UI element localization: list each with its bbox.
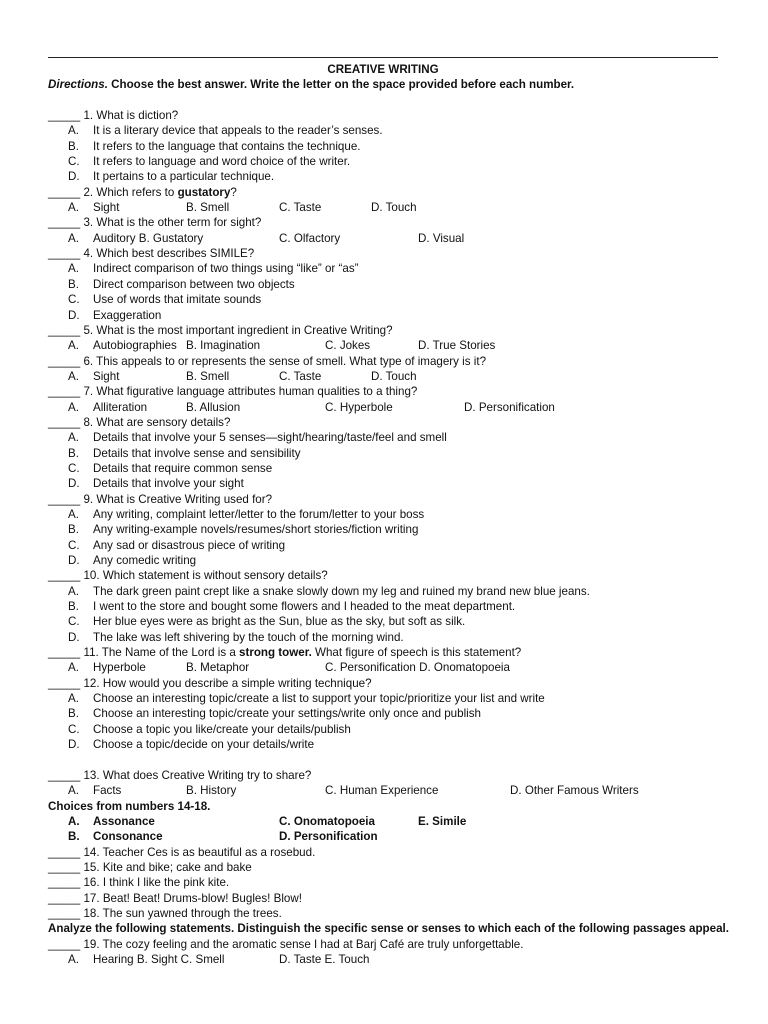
option-d: D. Other Famous Writers	[510, 784, 639, 798]
option-text: Details that involve your 5 senses—sight/hearing/taste/feel and smell	[93, 431, 447, 445]
question-13	[48, 768, 728, 783]
question-19	[48, 937, 728, 952]
option-text: Choose a topic/decide on your details/write	[93, 738, 315, 752]
option-b: B. History	[186, 784, 237, 798]
option-letter: D.	[68, 308, 80, 322]
answer-blank: _____	[48, 768, 81, 782]
option-c: C. Taste	[279, 201, 322, 215]
option-row	[48, 952, 728, 967]
option-letter: A.	[68, 201, 79, 215]
option-c: C. Taste	[279, 369, 322, 383]
option-d: D. Touch	[371, 201, 417, 215]
question-stem: 1. What is diction?	[83, 109, 179, 123]
option-text: Hearing B. Sight C. Smell	[93, 952, 225, 966]
spacer	[48, 93, 728, 108]
question-stem: 11. The Name of the Lord is a	[83, 646, 240, 660]
option-letter: D.	[68, 554, 80, 567]
option-letter: D.	[68, 630, 80, 644]
option-line	[48, 691, 728, 706]
option-d: D. Personification	[464, 400, 555, 414]
question-17	[48, 891, 728, 906]
answer-blank: _____	[48, 109, 81, 123]
question-1	[48, 108, 728, 123]
choice-c: C. Onomatopoeia	[279, 814, 375, 828]
option-letter: A.	[68, 661, 79, 675]
option-text: It pertains to a particular technique.	[93, 170, 275, 184]
answer-blank: _____	[48, 185, 81, 199]
option-letter: B.	[68, 277, 79, 291]
answer-blank: _____	[48, 323, 81, 337]
option-text: Choose an interesting topic/create your settings/write only once and publish	[93, 707, 481, 721]
option-b: B. Imagination	[186, 339, 261, 353]
option-line	[48, 277, 728, 292]
option-row	[48, 783, 728, 798]
option-line	[48, 292, 728, 307]
answer-blank: _____	[48, 247, 81, 261]
answer-blank: _____	[48, 906, 81, 920]
option-line	[48, 614, 728, 629]
option-letter: A.	[68, 507, 79, 521]
directions-label: Directions.	[48, 78, 108, 92]
question-6	[48, 354, 728, 369]
option-letter: A.	[68, 262, 79, 276]
option-line	[48, 476, 728, 491]
option-text: Details that involve your sight	[93, 477, 244, 491]
answer-blank: _____	[48, 569, 81, 583]
question-5	[48, 323, 728, 338]
option-d-e: D. Taste E. Touch	[279, 952, 370, 966]
option-text: Direct comparison between two objects	[93, 277, 295, 291]
option-text: Alliteration	[93, 400, 148, 414]
option-text: Use of words that imitate sounds	[93, 293, 262, 307]
option-line	[48, 737, 728, 752]
question-3	[48, 215, 728, 230]
question-11	[48, 645, 728, 660]
choices-header: Choices from numbers 14-18.	[48, 799, 211, 813]
option-letter: A.	[68, 231, 79, 245]
answer-blank: _____	[48, 891, 81, 905]
answer-blank: _____	[48, 676, 81, 690]
option-line	[48, 507, 728, 522]
option-text: Details that require common sense	[93, 461, 273, 475]
option-line	[48, 599, 728, 614]
option-line	[48, 308, 728, 323]
option-text: It is a literary device that appeals to the reader’s senses.	[93, 124, 383, 138]
question-4	[48, 246, 728, 261]
option-text: It refers to the language that contains the technique.	[93, 139, 361, 153]
choice-text: Consonance	[93, 830, 163, 844]
option-row	[48, 338, 728, 353]
option-row	[48, 231, 728, 246]
choice-letter: A.	[68, 814, 80, 828]
option-row	[48, 400, 728, 415]
option-row	[48, 200, 728, 215]
option-letter: C.	[68, 722, 80, 736]
option-letter: A.	[68, 124, 79, 138]
question-stem: 3. What is the other term for sight?	[83, 216, 262, 230]
choice-e: E. Simile	[418, 814, 467, 828]
directions	[48, 77, 728, 92]
option-c: C. Olfactory	[279, 231, 341, 245]
question-stem: 4. Which best describes SIMILE?	[83, 247, 255, 261]
question-stem: 14. Teacher Ces is as beautiful as a rosebud.	[83, 845, 316, 859]
option-line	[48, 630, 728, 645]
option-text: Choose an interesting topic/create a list to support your topic/prioritize your list and write	[93, 692, 545, 706]
question-stem: 19. The cozy feeling and the aromatic sense I had at Barj Café are truly unforgettable.	[83, 937, 524, 951]
question-stem-end: What figure of speech is this statement?	[311, 646, 522, 660]
option-letter: B.	[68, 600, 79, 614]
answer-blank: _____	[48, 385, 81, 399]
option-d: D. Touch	[371, 369, 417, 383]
option-letter: C.	[68, 538, 80, 552]
choice-letter: B.	[68, 830, 80, 844]
option-text: Hyperbole	[93, 661, 146, 675]
option-text: The dark green paint crept like a snake slowly down my leg and ruined my brand new blue jeans.	[93, 584, 590, 598]
option-letter: A.	[68, 369, 79, 383]
emphasized-term: gustatory	[177, 185, 231, 199]
top-rule	[48, 57, 718, 58]
option-line	[48, 446, 728, 461]
option-letter: B.	[68, 139, 79, 153]
question-stem: 8. What are sensory details?	[83, 415, 231, 429]
question-stem: 5. What is the most important ingredient in Creative Writing?	[83, 323, 393, 337]
option-line	[48, 154, 728, 169]
question-stem: 10. Which statement is without sensory details?	[83, 569, 328, 583]
option-row	[48, 369, 728, 384]
option-line	[48, 430, 728, 445]
option-letter: B.	[68, 523, 79, 537]
option-text: Auditory B. Gustatory	[93, 231, 204, 245]
option-c-d: C. Personification D. Onomatopoeia	[325, 661, 510, 675]
option-line	[48, 553, 728, 568]
option-line	[48, 538, 728, 553]
question-15	[48, 860, 728, 875]
option-text: I went to the store and bought some flowers and I headed to the meat department.	[93, 600, 516, 614]
question-stem: 6. This appeals to or represents the sense of smell. What type of imagery is it?	[83, 354, 487, 368]
question-16	[48, 875, 728, 890]
option-text: Her blue eyes were as bright as the Sun, blue as the sky, but soft as silk.	[93, 615, 466, 629]
answer-blank: _____	[48, 937, 81, 951]
option-text: Details that involve sense and sensibility	[93, 446, 301, 460]
emphasized-term: strong tower.	[239, 646, 312, 660]
choices-row-2	[48, 829, 728, 844]
option-b: B. Smell	[186, 201, 230, 215]
option-line	[48, 722, 728, 737]
worksheet-content	[48, 62, 728, 967]
question-stem: 16. I think I like the pink kite.	[83, 876, 230, 890]
option-line	[48, 461, 728, 476]
question-10	[48, 568, 728, 583]
option-letter: C.	[68, 615, 80, 629]
worksheet-title: CREATIVE WRITING	[327, 63, 439, 76]
option-letter: A.	[68, 339, 79, 353]
option-text: Any sad or disastrous piece of writing	[93, 538, 286, 552]
option-letter: C.	[68, 461, 80, 475]
question-2	[48, 185, 728, 200]
question-stem: 12. How would you describe a simple writing technique?	[83, 676, 372, 690]
question-stem: 17. Beat! Beat! Drums-blow! Bugles! Blow!	[83, 891, 302, 905]
option-text: Facts	[93, 784, 122, 798]
choices-row-1	[48, 814, 728, 829]
question-7	[48, 384, 728, 399]
option-line	[48, 706, 728, 721]
option-letter: A.	[68, 400, 79, 414]
option-c: C. Hyperbole	[325, 400, 393, 414]
option-b: B. Smell	[186, 369, 230, 383]
option-text: The lake was left shivering by the touch of the morning wind.	[93, 630, 404, 644]
option-line	[48, 123, 728, 138]
option-letter: C.	[68, 293, 80, 307]
question-8	[48, 415, 728, 430]
option-line	[48, 169, 728, 184]
question-stem: 9. What is Creative Writing used for?	[83, 492, 273, 506]
answer-blank: _____	[48, 492, 81, 506]
option-b: B. Metaphor	[186, 661, 250, 675]
option-c: C. Jokes	[325, 339, 371, 353]
answer-blank: _____	[48, 845, 81, 859]
answer-blank: _____	[48, 415, 81, 429]
option-text: Any writing-example novels/resumes/short stories/fiction writing	[93, 523, 419, 537]
option-text: Exaggeration	[93, 308, 162, 322]
question-14	[48, 845, 728, 860]
answer-blank: _____	[48, 876, 81, 890]
option-text: Indirect comparison of two things using “like” or “as”	[93, 262, 359, 276]
option-text: Any writing, complaint letter/letter to the forum/letter to your boss	[93, 507, 425, 521]
option-text: Choose a topic you like/create your details/publish	[93, 722, 351, 736]
answer-blank: _____	[48, 216, 81, 230]
option-text: Any comedic writing	[93, 554, 197, 567]
option-text: Autobiographies	[93, 339, 177, 353]
option-b: B. Allusion	[186, 400, 241, 414]
analyze-header: Analyze the following statements. Distinguish the specific sense or senses to which each of the following passages appeal.	[48, 922, 729, 936]
option-line	[48, 261, 728, 276]
choice-text: Assonance	[93, 814, 155, 828]
question-stem: 2. Which refers to	[83, 185, 178, 199]
option-letter: B.	[68, 707, 79, 721]
option-text: It refers to language and word choice of the writer.	[93, 155, 351, 169]
option-letter: A.	[68, 952, 79, 966]
question-stem: 15. Kite and bike; cake and bake	[83, 860, 252, 874]
answer-blank: _____	[48, 646, 81, 660]
option-letter: D.	[68, 477, 80, 491]
option-d: D. True Stories	[418, 339, 496, 353]
option-line	[48, 584, 728, 599]
option-letter: C.	[68, 155, 80, 169]
option-letter: A.	[68, 692, 79, 706]
question-12	[48, 676, 728, 691]
directions-text: Choose the best answer. Write the letter on the space provided before each number.	[107, 78, 575, 92]
question-stem-end: ?	[230, 185, 237, 199]
option-text: Sight	[93, 201, 120, 215]
option-text: Sight	[93, 369, 120, 383]
question-18	[48, 906, 728, 921]
option-line	[48, 522, 728, 537]
question-stem: 13. What does Creative Writing try to share?	[83, 768, 312, 782]
question-stem: 7. What figurative language attributes human qualities to a thing?	[83, 385, 418, 399]
spacer	[48, 752, 728, 767]
question-9	[48, 492, 728, 507]
question-stem: 18. The sun yawned through the trees.	[83, 906, 282, 920]
option-letter: B.	[68, 446, 79, 460]
option-d: D. Visual	[418, 231, 465, 245]
option-row	[48, 660, 728, 675]
answer-blank: _____	[48, 354, 81, 368]
option-letter: A.	[68, 784, 79, 798]
option-letter: A.	[68, 584, 79, 598]
option-letter: D.	[68, 738, 80, 752]
option-letter: A.	[68, 431, 79, 445]
option-c: C. Human Experience	[325, 784, 439, 798]
option-letter: D.	[68, 170, 80, 184]
answer-blank: _____	[48, 860, 81, 874]
choice-d: D. Personification	[279, 830, 378, 844]
option-line	[48, 139, 728, 154]
